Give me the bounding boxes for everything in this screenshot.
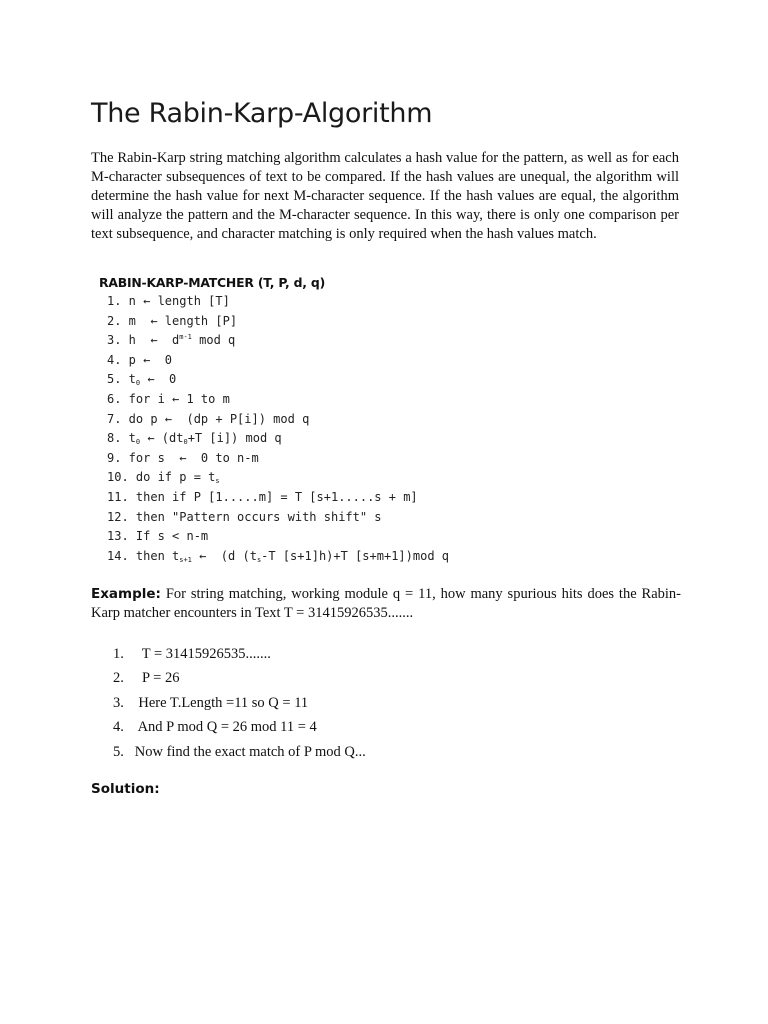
code-line: 6. for i ← 1 to m (107, 391, 230, 406)
intro-paragraph: The Rabin-Karp string matching algorithm calculates a hash value for the pattern, as well as for each M-character subsequences of text to be compared. If the hash values are unequal, the algorithm will determine the hash value for next M-character sequence. If the hash values are equal, the algorithm will analyze the pattern and the M-character sequence. In this way, there is only one comparison per text subsequence, and character matching is only required when the hash values match. (91, 150, 679, 242)
example-text: For string matching, working module q = 11, how many spurious hits does the Rabin-Karp matcher encounters in Text T = 31415926535....... (91, 586, 681, 621)
code-line: 3. h ← $d^{m-1}$ mod q (107, 333, 236, 348)
solution-label: Solution: (91, 781, 160, 797)
example-step: 1. T = 31415926535....... (113, 646, 271, 662)
page-title: The Rabin-Karp-Algorithm (91, 98, 433, 129)
example-step: 3. Here T.Length =11 so Q = 11 (113, 694, 309, 711)
code-line: 11. then if P [1.....m] = T [s+1.....s + m] (107, 489, 418, 504)
code-line: 12. then "Pattern occurs with shift" s (107, 509, 382, 524)
code-line: 1. n ← length [T] (107, 294, 230, 308)
code-line: 4. p ← 0 (107, 352, 173, 367)
code-line: 2. m ← length [P] (107, 313, 238, 328)
code-line: 14. then $t_{s+1}$ ← (d ($t_s-T$ [s+1]h)+T [s+m+1])mod q (107, 548, 449, 564)
example-step: 5. Now find the exact match of P mod Q... (113, 743, 366, 760)
code-line: 9. for s ← 0 to n-m (107, 450, 259, 465)
code-line: 7. do p ← (dp + P[i]) mod q (107, 411, 310, 426)
code-line: 13. If s < n-m (107, 529, 209, 544)
code-line: 10. do if $p = t_s$ (107, 470, 220, 486)
algorithm-heading: RABIN-KARP-MATCHER (T, P, d, q) (99, 275, 326, 290)
code-line: 5. $t_0$ ← 0 (107, 372, 177, 388)
example-steps (113, 645, 366, 767)
example-step: 4. And P mod Q = 26 mod 11 = 4 (113, 719, 317, 736)
example-label: Example: (91, 586, 161, 602)
example-step: 2. P = 26 (113, 670, 180, 687)
code-line: 8. $t_0$ ← ($dt_0+T$ [i]) mod q (107, 431, 282, 447)
example-paragraph (91, 585, 681, 623)
pseudocode-listing (107, 292, 449, 566)
